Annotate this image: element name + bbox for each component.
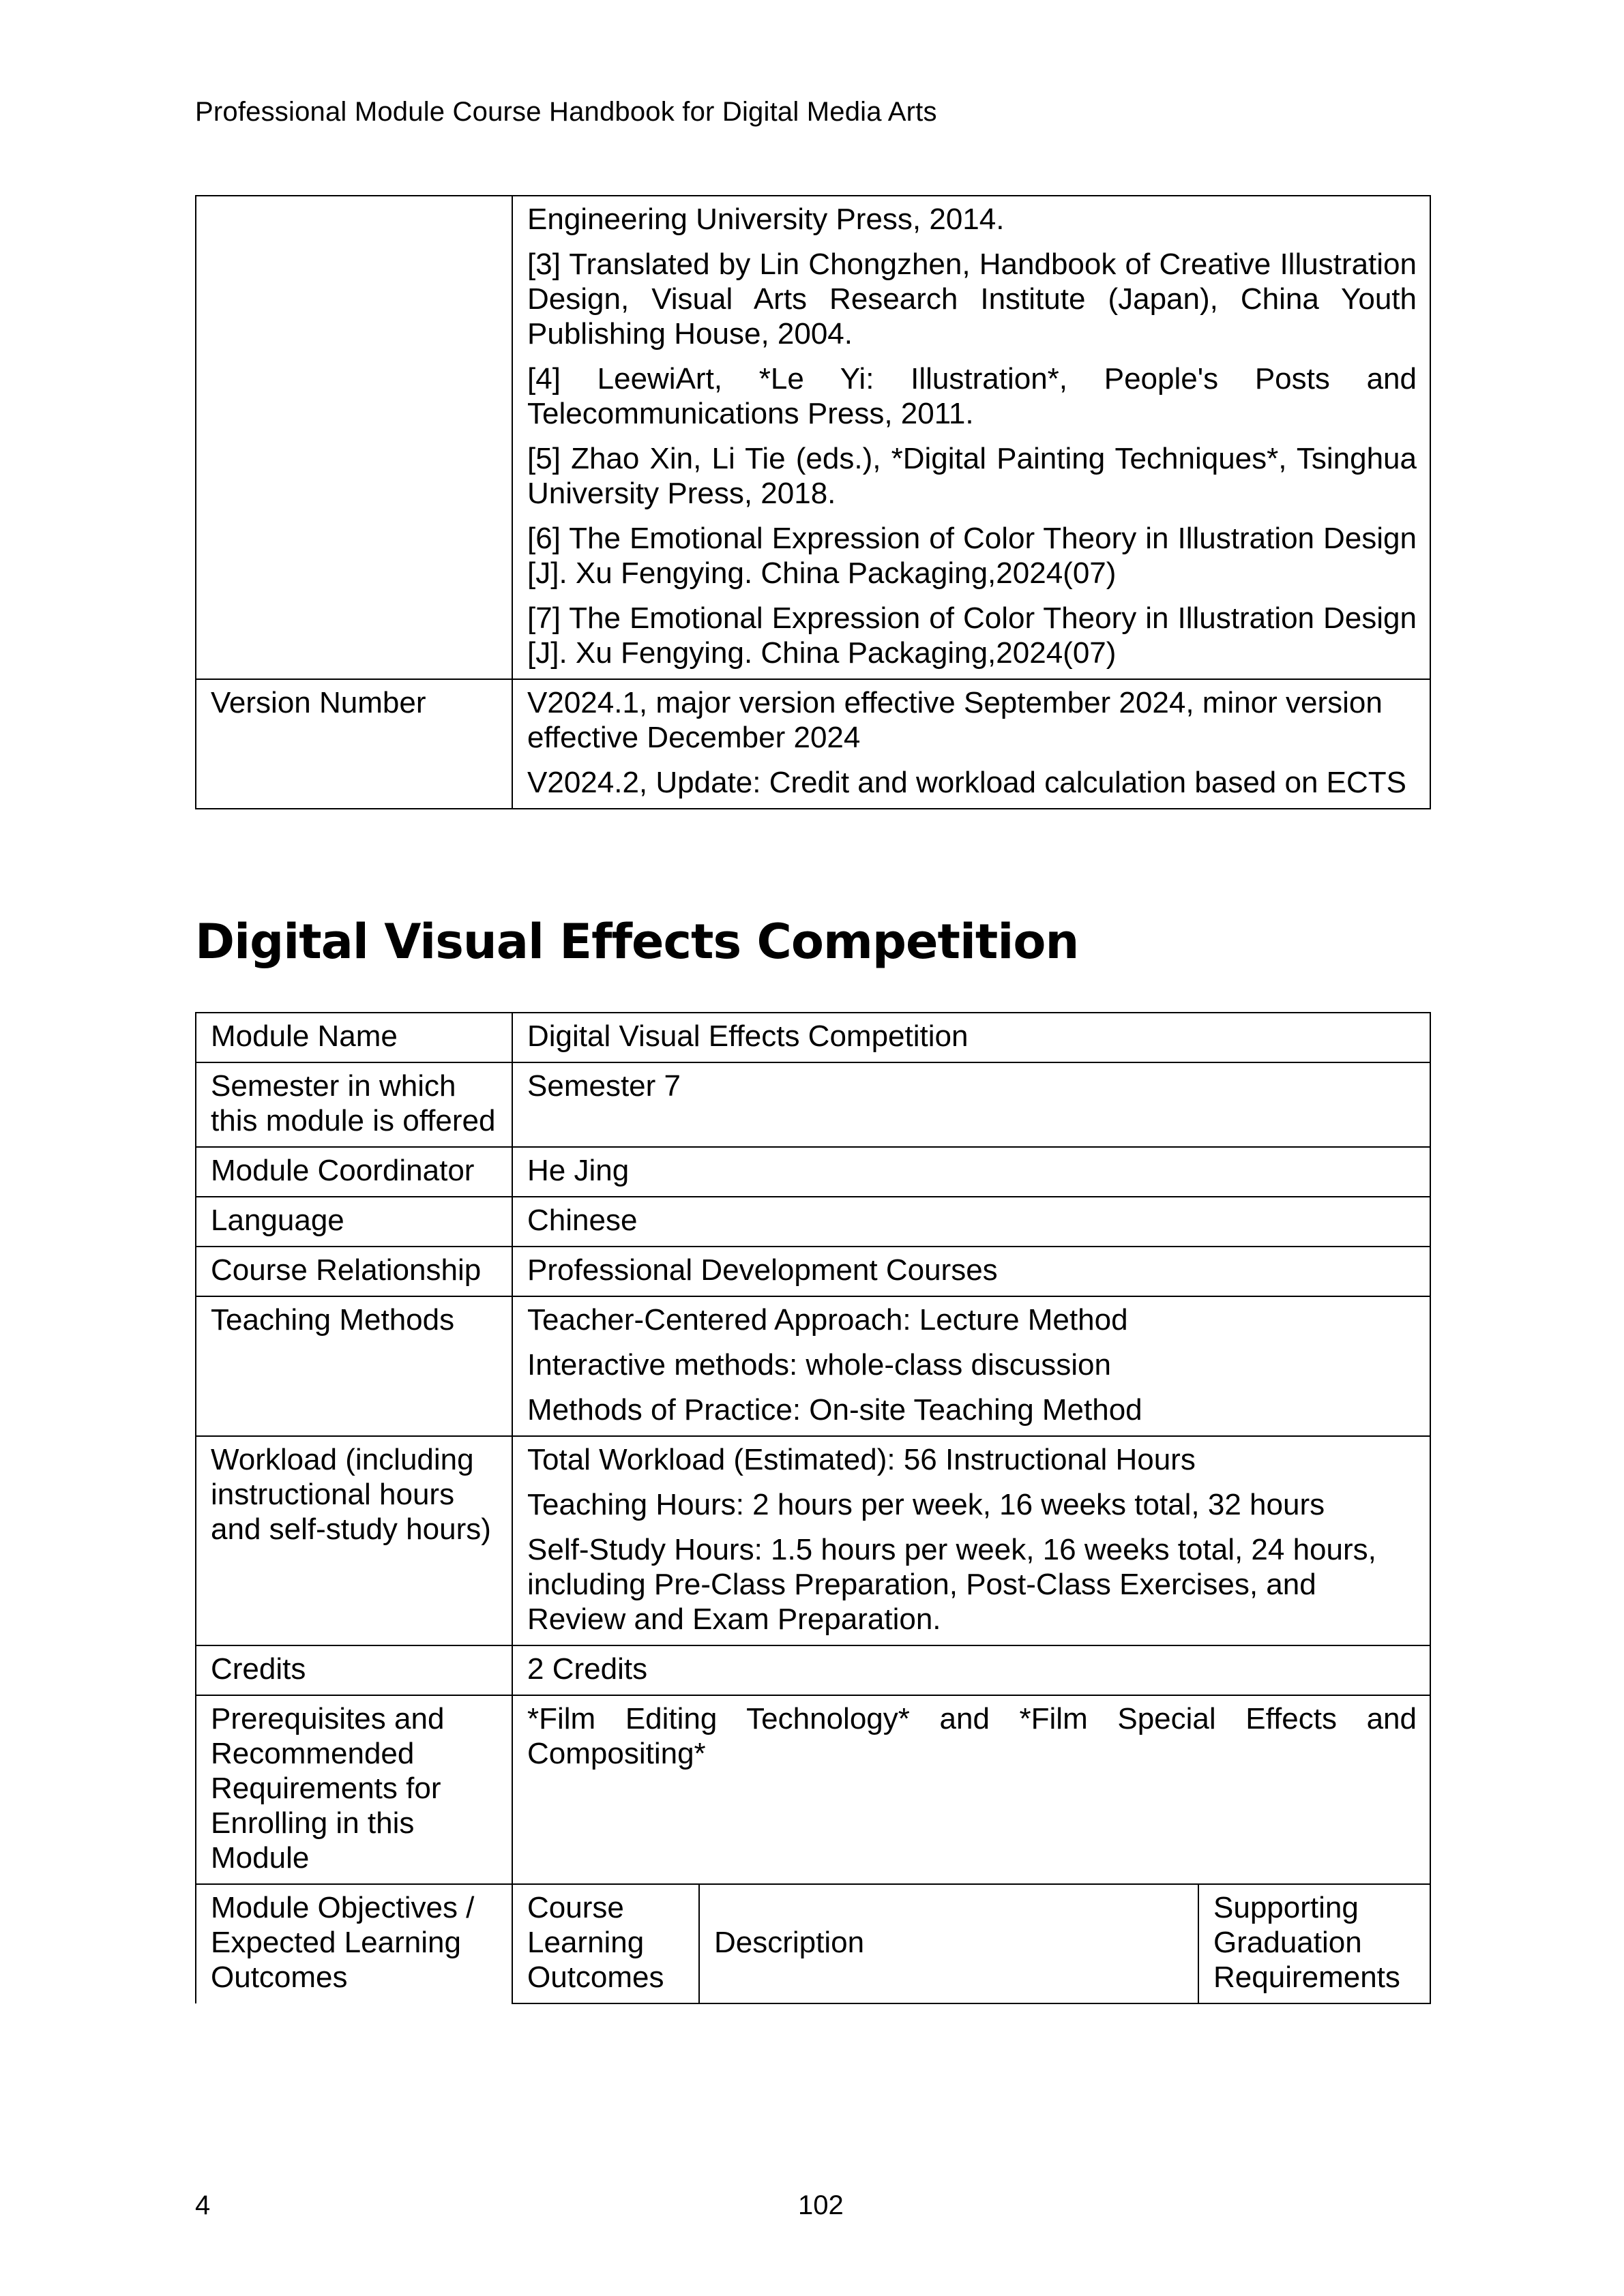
workload-cell (512, 1436, 1430, 1645)
teaching-method-item: Methods of Practice: On-site Teaching Method (527, 1393, 1142, 1427)
objectives-col-requirements: Supporting Graduation Requirements (1198, 1885, 1430, 2003)
footer-page-number: 102 (798, 2190, 844, 2220)
relationship-label: Course Relationship (196, 1247, 512, 1296)
workload-item: Self-Study Hours: 1.5 hours per week, 16 weeks total, 24 hours, including Pre-Class Preparation, Post-Class Exercises, and Review and Exam Preparation. (527, 1533, 1376, 1636)
version-value: V2024.2, Update: Credit and workload calculation based on ECTS (527, 766, 1406, 799)
language-value: Chinese (512, 1197, 1430, 1247)
teaching-methods-row (196, 1296, 1430, 1436)
reference-item: [4] LeewiArt, *Le Yi: Illustration*, People's Posts and Telecommunications Press, 2011. (527, 362, 1417, 430)
version-label: Version Number (196, 679, 512, 809)
version-row (196, 679, 1430, 809)
teaching-method-item: Teacher-Centered Approach: Lecture Method (527, 1303, 1128, 1337)
workload-item: Teaching Hours: 2 hours per week, 16 weeks total, 32 hours (527, 1488, 1325, 1521)
semester-value: Semester 7 (512, 1062, 1430, 1147)
module-name-value: Digital Visual Effects Competition (512, 1013, 1430, 1062)
relationship-value: Professional Development Courses (512, 1247, 1430, 1296)
module-name-row (196, 1013, 1430, 1062)
relationship-row (196, 1247, 1430, 1296)
objectives-row (196, 1884, 1430, 2003)
teaching-methods-label: Teaching Methods (196, 1296, 512, 1436)
objectives-header-cell (512, 1884, 1430, 2003)
reference-item: Engineering University Press, 2014. (527, 203, 1005, 236)
teaching-method-item: Interactive methods: whole-class discussion (527, 1348, 1111, 1382)
references-row (196, 196, 1430, 679)
language-label: Language (196, 1197, 512, 1247)
reference-item: [6] The Emotional Expression of Color Theory in Illustration Design [J]. Xu Fengying. China Packaging,2024(07) (527, 522, 1417, 590)
semester-row (196, 1062, 1430, 1147)
reference-item: [5] Zhao Xin, Li Tie (eds.), *Digital Painting Techniques*, Tsinghua University Press, 2018. (527, 442, 1417, 510)
prerequisites-value: *Film Editing Technology* and *Film Special Effects and Compositing* (512, 1695, 1430, 1884)
coordinator-value: He Jing (512, 1147, 1430, 1197)
workload-item: Total Workload (Estimated): 56 Instructional Hours (527, 1443, 1196, 1476)
semester-label: Semester in which this module is offered (196, 1062, 512, 1147)
version-cell (512, 679, 1430, 809)
prerequisites-row (196, 1695, 1430, 1884)
version-value: V2024.1, major version effective September 2024, minor version effective December 2024 (527, 686, 1383, 754)
prerequisites-label: Prerequisites and Recommended Requirements for Enrolling in this Module (196, 1695, 512, 1884)
section-title: Digital Visual Effects Competition (195, 914, 1079, 970)
objectives-col-description: Description (699, 1885, 1198, 2003)
references-cell (512, 196, 1430, 679)
running-header: Professional Module Course Handbook for Digital Media Arts (195, 97, 937, 127)
references-label-cell (196, 196, 512, 679)
reference-item: [3] Translated by Lin Chongzhen, Handbook of Creative Illustration Design, Visual Arts Research Institute (Japan), China Youth Publishing House, 2004. (527, 248, 1417, 351)
coordinator-row (196, 1147, 1430, 1197)
objectives-label: Module Objectives / Expected Learning Outcomes (196, 1884, 512, 2003)
objectives-header-row (513, 1885, 1430, 2003)
references-table (195, 195, 1431, 809)
workload-label: Workload (including instructional hours and self-study hours) (196, 1436, 512, 1645)
reference-item: [7] The Emotional Expression of Color Theory in Illustration Design [J]. Xu Fengying. China Packaging,2024(07) (527, 601, 1417, 670)
teaching-methods-cell (512, 1296, 1430, 1436)
objectives-header-table (513, 1885, 1430, 2003)
module-name-label: Module Name (196, 1013, 512, 1062)
objectives-col-outcomes: Course Learning Outcomes (527, 1891, 664, 1994)
language-row (196, 1197, 1430, 1247)
coordinator-label: Module Coordinator (196, 1147, 512, 1197)
module-table (195, 1012, 1431, 2004)
credits-row (196, 1645, 1430, 1695)
footer-chapter-number: 4 (195, 2190, 211, 2220)
credits-label: Credits (196, 1645, 512, 1695)
workload-row (196, 1436, 1430, 1645)
credits-value: 2 Credits (512, 1645, 1430, 1695)
